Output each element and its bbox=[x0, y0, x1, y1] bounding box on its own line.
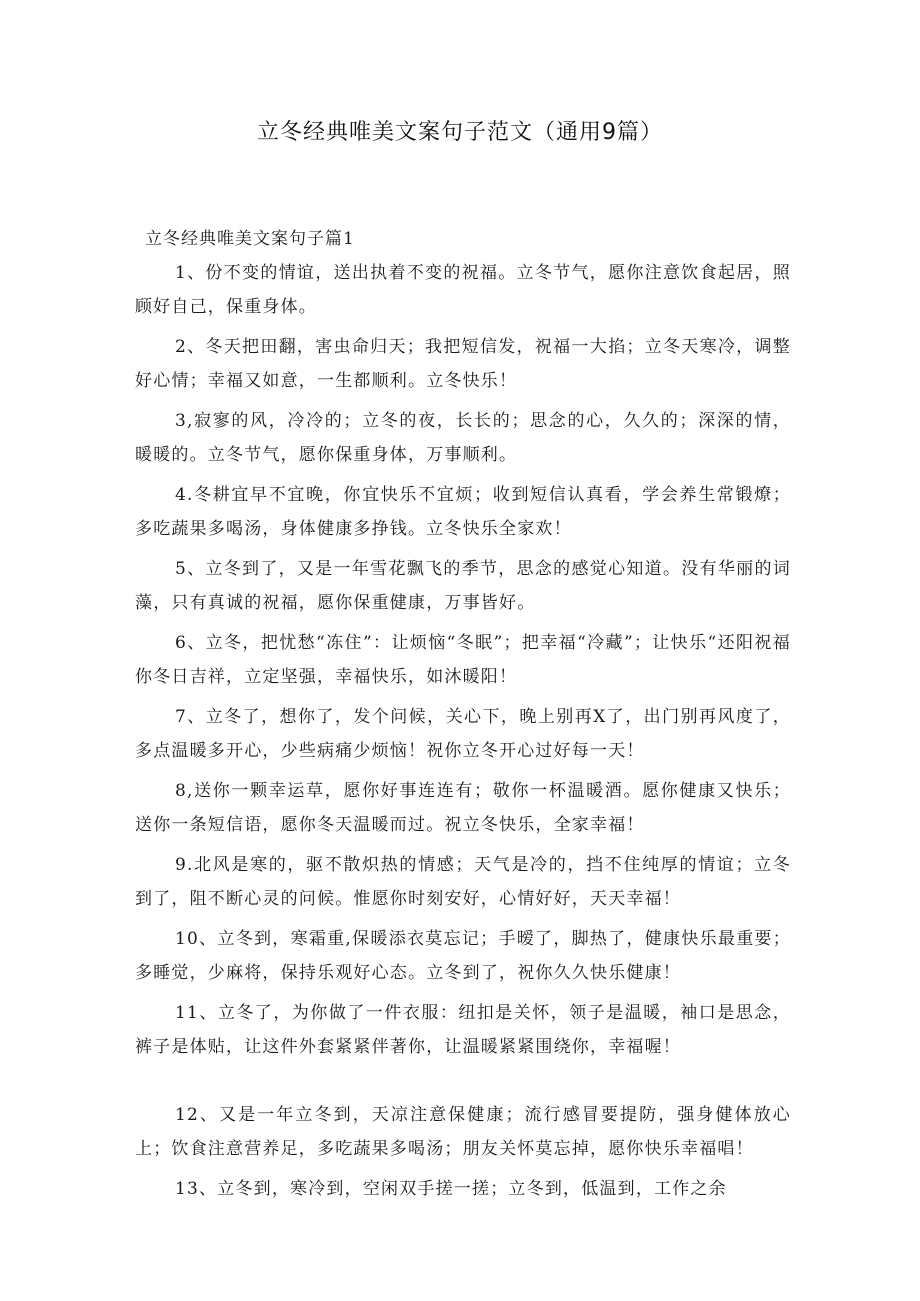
document-body bbox=[135, 222, 791, 1212]
paragraph-5: 5、立冬到了，又是一年雪花飘飞的季节，思念的感觉心知道。没有华丽的词藻，只有真诚的祝福，愿你保重健康，万事皆好。 bbox=[135, 559, 791, 613]
paragraph-8: 8,送你一颗幸运草，愿你好事连连有；敬你一杯温暖酒。愿你健康又快乐；送你一条短信语，愿你冬天温暖而过。祝立冬快乐，全家幸福！ bbox=[135, 781, 791, 835]
paragraph-10: 10、立冬到，寒霜重,保暖添衣莫忘记；手暧了，脚热了，健康快乐最重要；多睡觉，少麻将，保持乐观好心态。立冬到了，祝你久久快乐健康！ bbox=[135, 929, 791, 983]
paragraph-1: 1、份不变的情谊，送出执着不变的祝福。立冬节气，愿你注意饮食起居，照顾好自己，保重身体。 bbox=[135, 263, 791, 317]
paragraph-12: 12、又是一年立冬到，天凉注意保健康；流行感冒要提防，强身健体放心上；饮食注意营养足，多吃蔬果多喝汤；朋友关怀莫忘掉，愿你快乐幸福唱！ bbox=[135, 1105, 791, 1159]
document-title: 立冬经典唯美文案句子范文（通用9篇） bbox=[257, 120, 663, 145]
paragraph-11: 11、立冬了，为你做了一件衣服：纽扣是关怀，领子是温暖，袖口是思念，裤子是体贴，让这件外套紧紧伴著你，让温暖紧紧围绕你，幸福喔！ bbox=[135, 1003, 791, 1057]
paragraph-6: 6、立冬，把忧愁“冻住”：让烦恼“冬眠”；把幸福“冷藏”；让快乐“还阳祝福你冬日吉祥，立定坚强，幸福快乐，如沐暖阳！ bbox=[135, 633, 791, 687]
paragraph-13: 13、立冬到，寒冷到，空闲双手搓一搓；立冬到，低温到，工作之余 bbox=[175, 1179, 727, 1199]
paragraph-9: 9.北风是寒的，驱不散炽热的情感；天气是冷的，挡不住纯厚的情谊；立冬到了，阻不断心灵的问候。惟愿你时刻安好，心情好好，天天幸福！ bbox=[135, 855, 791, 909]
paragraph-7: 7、立冬了，想你了，发个问候，关心下，晚上别再X了，出门别再风度了，多点温暖多开心，少些病痛少烦恼！祝你立冬开心过好每一天！ bbox=[135, 707, 791, 761]
section-heading: 立冬经典唯美文案句子篇1 bbox=[145, 229, 355, 249]
paragraph-2: 2、冬天把田翻，害虫命归天；我把短信发，祝福一大掐；立冬天寒冷，调整好心情；幸福又如意，一生都顺利。立冬快乐！ bbox=[135, 337, 791, 391]
paragraph-3: 3,寂寥的风，冷冷的；立冬的夜，长长的；思念的心，久久的；深深的情，暖暖的。立冬节气，愿你保重身体，万事顺利。 bbox=[135, 411, 791, 465]
paragraph-4: 4.冬耕宜早不宜晚，你宜快乐不宜烦；收到短信认真看，学会养生常锻燎；多吃蔬果多喝汤，身体健康多挣钱。立冬快乐全家欢！ bbox=[135, 485, 791, 539]
